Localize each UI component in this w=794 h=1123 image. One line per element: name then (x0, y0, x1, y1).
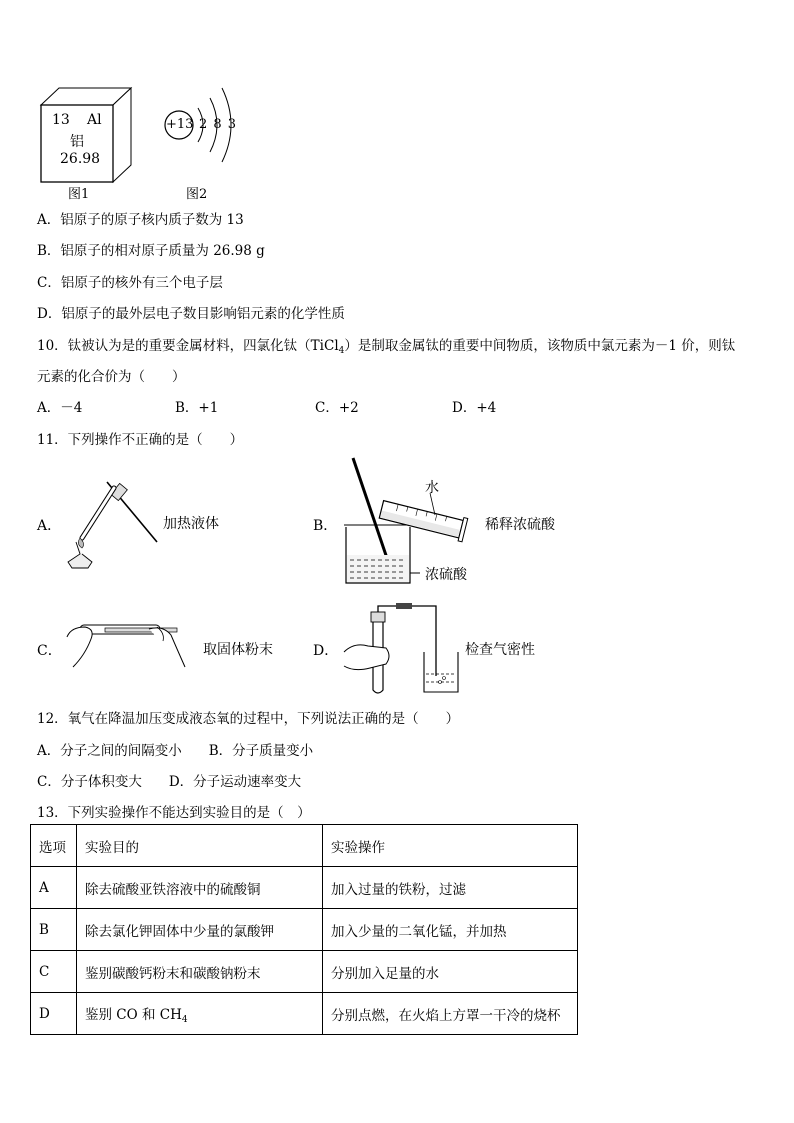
q13-stem: 13．下列实验操作不能达到实验目的是（ ） (37, 805, 311, 821)
figure2-caption: 图2 (186, 187, 208, 202)
row-option: D (31, 993, 77, 1035)
element-symbol: Al (87, 112, 102, 128)
electron-shells: 2 8 3 (199, 117, 238, 132)
row-purpose-text: 鉴别 CO 和 CH (85, 1006, 182, 1023)
row-operation: 加入少量的二氧化锰，并加热 (323, 909, 578, 951)
q11-d-letter: D． (313, 643, 339, 659)
figure1-caption: 图1 (68, 187, 90, 202)
element-name: 铝 (70, 134, 84, 150)
q10-option-a: A．－4 (37, 400, 83, 416)
experiment-table (30, 824, 578, 1035)
q10-subscript: 4 (338, 346, 345, 356)
table-row (31, 951, 578, 993)
row-purpose: 除去氯化钾固体中少量的氯酸钾 (77, 909, 323, 951)
q10-option-d: D．+4 (452, 400, 497, 416)
q11-a-letter: A． (37, 518, 62, 534)
table-row (31, 993, 578, 1035)
q10-option-b: B．+1 (175, 400, 219, 416)
row-option: A (31, 867, 77, 909)
row-operation: 分别点燃，在火焰上方罩一干冷的烧杯 (323, 993, 578, 1035)
row-option: B (31, 909, 77, 951)
q12-stem: 12．氧气在降温加压变成液态氧的过程中，下列说法正确的是（ ） (37, 711, 460, 727)
atomic-mass: 26.98 (60, 151, 101, 167)
q11-d-label: 检查气密性 (465, 642, 535, 658)
table-header-row (31, 825, 578, 867)
q10-option-c: C．+2 (315, 400, 359, 416)
q9-option-d: D．铝原子的最外层电子数目影响铝元素的化学性质 (37, 306, 345, 322)
table-row (31, 867, 578, 909)
row-purpose (77, 993, 323, 1035)
header-option: 选项 (31, 825, 77, 867)
heating-liquid-illustration (62, 480, 162, 570)
table-row (31, 909, 578, 951)
q9-option-c: C．铝原子的核外有三个电子层 (37, 275, 223, 291)
q12-options-row2: C．分子体积变大 D．分子运动速率变大 (37, 774, 302, 790)
q11-b-water-label: 水 (425, 480, 439, 496)
solid-powder-illustration (65, 615, 190, 675)
nucleus-charge: +13 (166, 117, 194, 132)
header-purpose: 实验目的 (77, 825, 323, 867)
q11-a-label: 加热液体 (163, 516, 219, 532)
q9-option-a: A．铝原子的原子核内质子数为 13 (37, 212, 244, 228)
q11-b-label: 稀释浓硫酸 (485, 517, 555, 533)
q10-stem-part2: ）是制取金属钛的重要中间物质，该物质中氯元素为－1 价，则钛 (344, 338, 736, 354)
methane-subscript: 4 (181, 1014, 188, 1025)
row-option: C (31, 951, 77, 993)
row-purpose: 除去硫酸亚铁溶液中的硫酸铜 (77, 867, 323, 909)
q11-c-letter: C． (37, 643, 62, 659)
q11-stem: 11．下列操作不正确的是（ ） (37, 432, 244, 448)
row-purpose: 鉴别碳酸钙粉末和碳酸钠粉末 (77, 951, 323, 993)
q9-option-b: B．铝原子的相对原子质量为 26.98 g (37, 243, 265, 259)
q11-b-acid-label: 浓硫酸 (425, 567, 467, 583)
q11-c-label: 取固体粉末 (203, 642, 273, 658)
airtightness-illustration (340, 602, 470, 697)
q10-stem (37, 334, 735, 356)
q11-b-letter: B． (313, 518, 338, 534)
header-operation: 实验操作 (323, 825, 578, 867)
row-operation: 加入过量的铁粉，过滤 (323, 867, 578, 909)
q12-options-row1: A．分子之间的间隔变小 B．分子质量变小 (37, 743, 314, 759)
q10-stem-part1: 10．钛被认为是的重要金属材料，四氯化钛（TiCl (37, 338, 339, 354)
element-cube-figure (38, 85, 138, 185)
q10-stem-line2: 元素的化合价为（ ） (37, 369, 186, 385)
row-operation: 分别加入足量的水 (323, 951, 578, 993)
atomic-number: 13 (52, 112, 70, 128)
